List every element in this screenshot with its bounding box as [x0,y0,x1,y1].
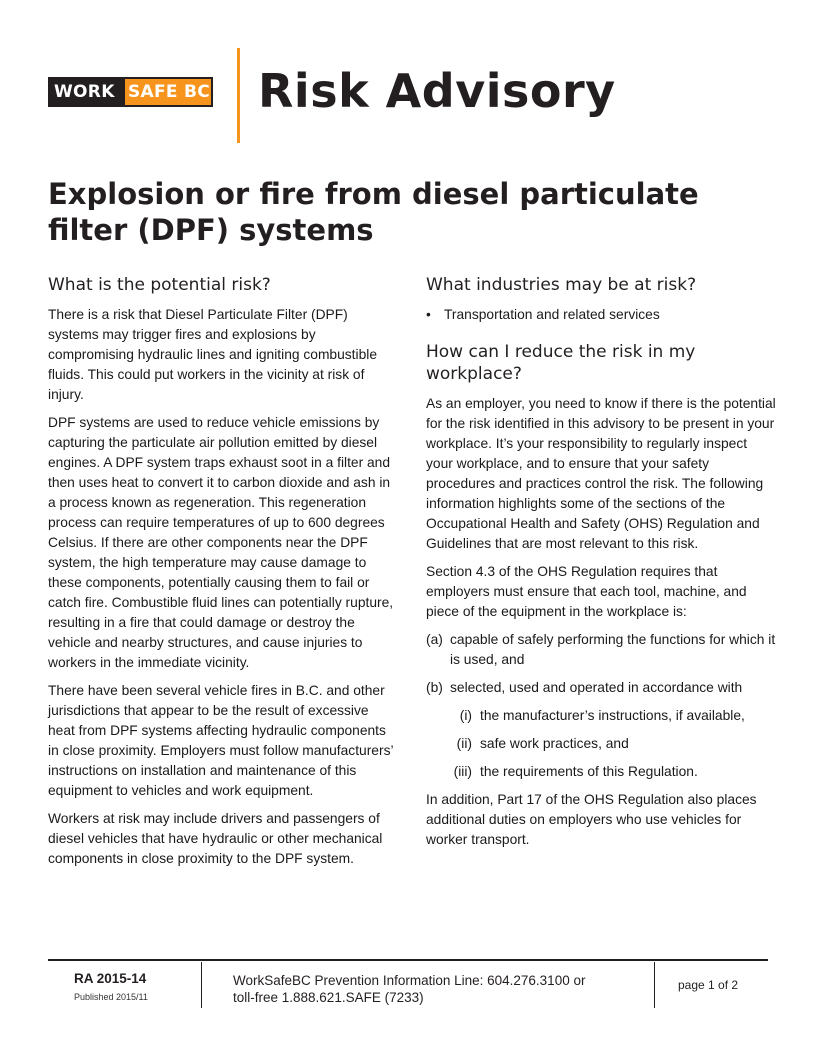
prevention-info-line [233,972,633,1006]
published-date: Published 2015/11 [74,992,148,1002]
page-number: page 1 of 2 [678,978,739,992]
sub-list-item [426,762,776,782]
sub-list-marker: (i) [459,708,472,723]
left-column [48,274,398,877]
sub-list-marker: (ii) [456,736,472,751]
sub-list-marker: (iii) [453,764,472,779]
risk-paragraph: There is a risk that Diesel Particulate Filter (DPF) systems may trigger fires and explosions by compromising hydraulic lines and igniting combustible fluids. This could put workers in the vicinity at risk of injury. [48,307,377,402]
dpf-explanation-paragraph: DPF systems are used to reduce vehicle emissions by capturing the particulate air pollution emitted by diesel engines. A DPF system traps exhaust soot in a filter and then uses heat to convert it to carbon dioxide and ash in a process known as regeneration. This regeneration process can require temperatures of up to 600 degrees Celsius. If there are other components near the DPF system, the high temperature may cause damage to these components, potentially causing them to fail or catch fire. Combustible fluid lines can potentially rupture, resulting in a fire that could damage or destroy the vehicle and nearby structures, and cause injuries to workers in the immediate vicinity. [48,415,394,670]
list-item [426,678,776,698]
sub-list-item [426,706,776,726]
list-text: selected, used and operated in accordance with [450,680,743,695]
worksafebc-logo [48,77,213,107]
industries-list [426,305,776,325]
document-id: RA 2015-14 [74,971,147,986]
sub-list-text: the manufacturer’s instructions, if available, [480,708,745,723]
info-line-tollfree: toll-free 1.888.621.SAFE (7233) [233,990,424,1005]
industries-heading: What industries may be at risk? [426,275,697,295]
section-4-3-paragraph: Section 4.3 of the OHS Regulation requires that employers must ensure that each tool, machine, and piece of the equipment in the workplace is: [426,564,747,619]
employer-paragraph: As an employer, you need to know if there is the potential for the risk identified in this advisory to be present in your workplace. It’s your responsibility to regularly inspect your workplace, and to ensure that your safety procedures and practices control the risk. The following information highlights some of the sections of the Occupational Health and Safety (OHS) Regulation and Guidelines that are most relevant to this risk. [426,396,776,551]
reduce-risk-heading: How can I reduce the risk in my workplace? [426,342,696,384]
workers-at-risk-paragraph: Workers at risk may include drivers and passengers of diesel vehicles that have hydraulic or other mechanical components in close proximity to the DPF system. [48,811,383,866]
sub-requirements-list [426,706,776,782]
header-divider [237,48,240,143]
document-type-heading: Risk Advisory [258,64,616,118]
list-text: capable of safely performing the functions for which it is used, and [450,632,776,667]
logo-safebc-block: SAFE BC [123,77,213,107]
vehicle-fires-paragraph: There have been several vehicle fires in B.C. and other jurisdictions that appear to be the result of excessive heat from DPF systems affecting hydraulic components in close proximity. Employers must follow manufacturers’ instructions on installation and maintenance of this equipment to vehicles and work equipment. [48,683,394,798]
requirements-list [426,630,776,782]
sub-list-text: safe work practices, and [480,736,629,751]
right-column [426,274,776,858]
info-line-phone: WorkSafeBC Prevention Information Line: 604.276.3100 or [233,973,586,988]
list-marker: (a) [426,632,443,647]
list-marker: (b) [426,680,443,695]
list-item [426,630,776,670]
sub-list-item [426,734,776,754]
sub-list-text: the requirements of this Regulation. [480,764,698,779]
advisory-title: Explosion or fire from diesel particulate filter (DPF) systems [48,177,699,247]
footer-divider [201,962,202,1008]
footer-divider [654,962,655,1008]
industry-item: • Transportation and related services [426,305,776,325]
potential-risk-heading: What is the potential risk? [48,275,271,295]
logo-work-block: WORK [48,77,123,107]
footer-rule [48,959,768,961]
part-17-paragraph: In addition, Part 17 of the OHS Regulation also places additional duties on employers who use vehicles for worker transport. [426,792,757,847]
